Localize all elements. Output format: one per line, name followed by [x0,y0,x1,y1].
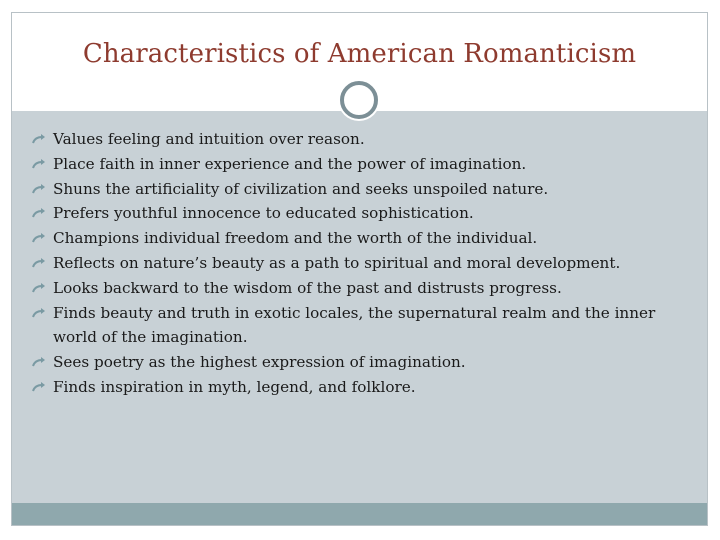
bullet-item [42,375,702,400]
bullet-text: Finds inspiration in myth, legend, and folklore. [53,377,416,396]
bullet-text: Sees poetry as the highest expression of imagination. [53,353,466,372]
curved-arrow-bullet-icon [32,184,46,195]
bullet-item [42,152,702,177]
bottom-bar [12,503,707,526]
bullet-text: Looks backward to the wisdom of the past and distrusts progress. [53,278,562,297]
bullet-item [42,226,702,251]
bullet-text: Place faith in inner experience and the power of imagination. [53,154,527,173]
slide [11,12,708,526]
bullet-item [42,127,702,152]
curved-arrow-bullet-icon [32,382,46,393]
curved-arrow-bullet-icon [32,233,46,244]
bullet-item [42,251,702,276]
bullet-text: Prefers youthful innocence to educated sophistication. [53,204,474,223]
bullet-item [42,177,702,202]
curved-arrow-bullet-icon [32,283,46,294]
bullet-text: Champions individual freedom and the worth of the individual. [53,229,538,248]
divider-circle-icon [340,81,378,119]
curved-arrow-bullet-icon [32,208,46,219]
bullet-text: Values feeling and intuition over reason. [53,130,365,148]
bullet-item [42,276,702,301]
bullet-item [42,201,702,226]
curved-arrow-bullet-icon [32,134,46,145]
slide-title: Characteristics of American Romanticism [82,39,637,69]
bullet-item [42,350,702,375]
bullet-text: Reflects on nature’s beauty as a path to spiritual and moral development. [53,253,621,272]
bullet-text: Shuns the artificiality of civilization and seeks unspoiled nature. [53,179,549,198]
bullet-list [42,127,702,400]
curved-arrow-bullet-icon [32,308,46,319]
curved-arrow-bullet-icon [32,159,46,170]
curved-arrow-bullet-icon [32,258,46,269]
bullet-item [42,301,693,351]
curved-arrow-bullet-icon [32,357,46,368]
bullet-text: Finds beauty and truth in exotic locales, the supernatural realm and the inner world of the imagination. [53,303,656,347]
